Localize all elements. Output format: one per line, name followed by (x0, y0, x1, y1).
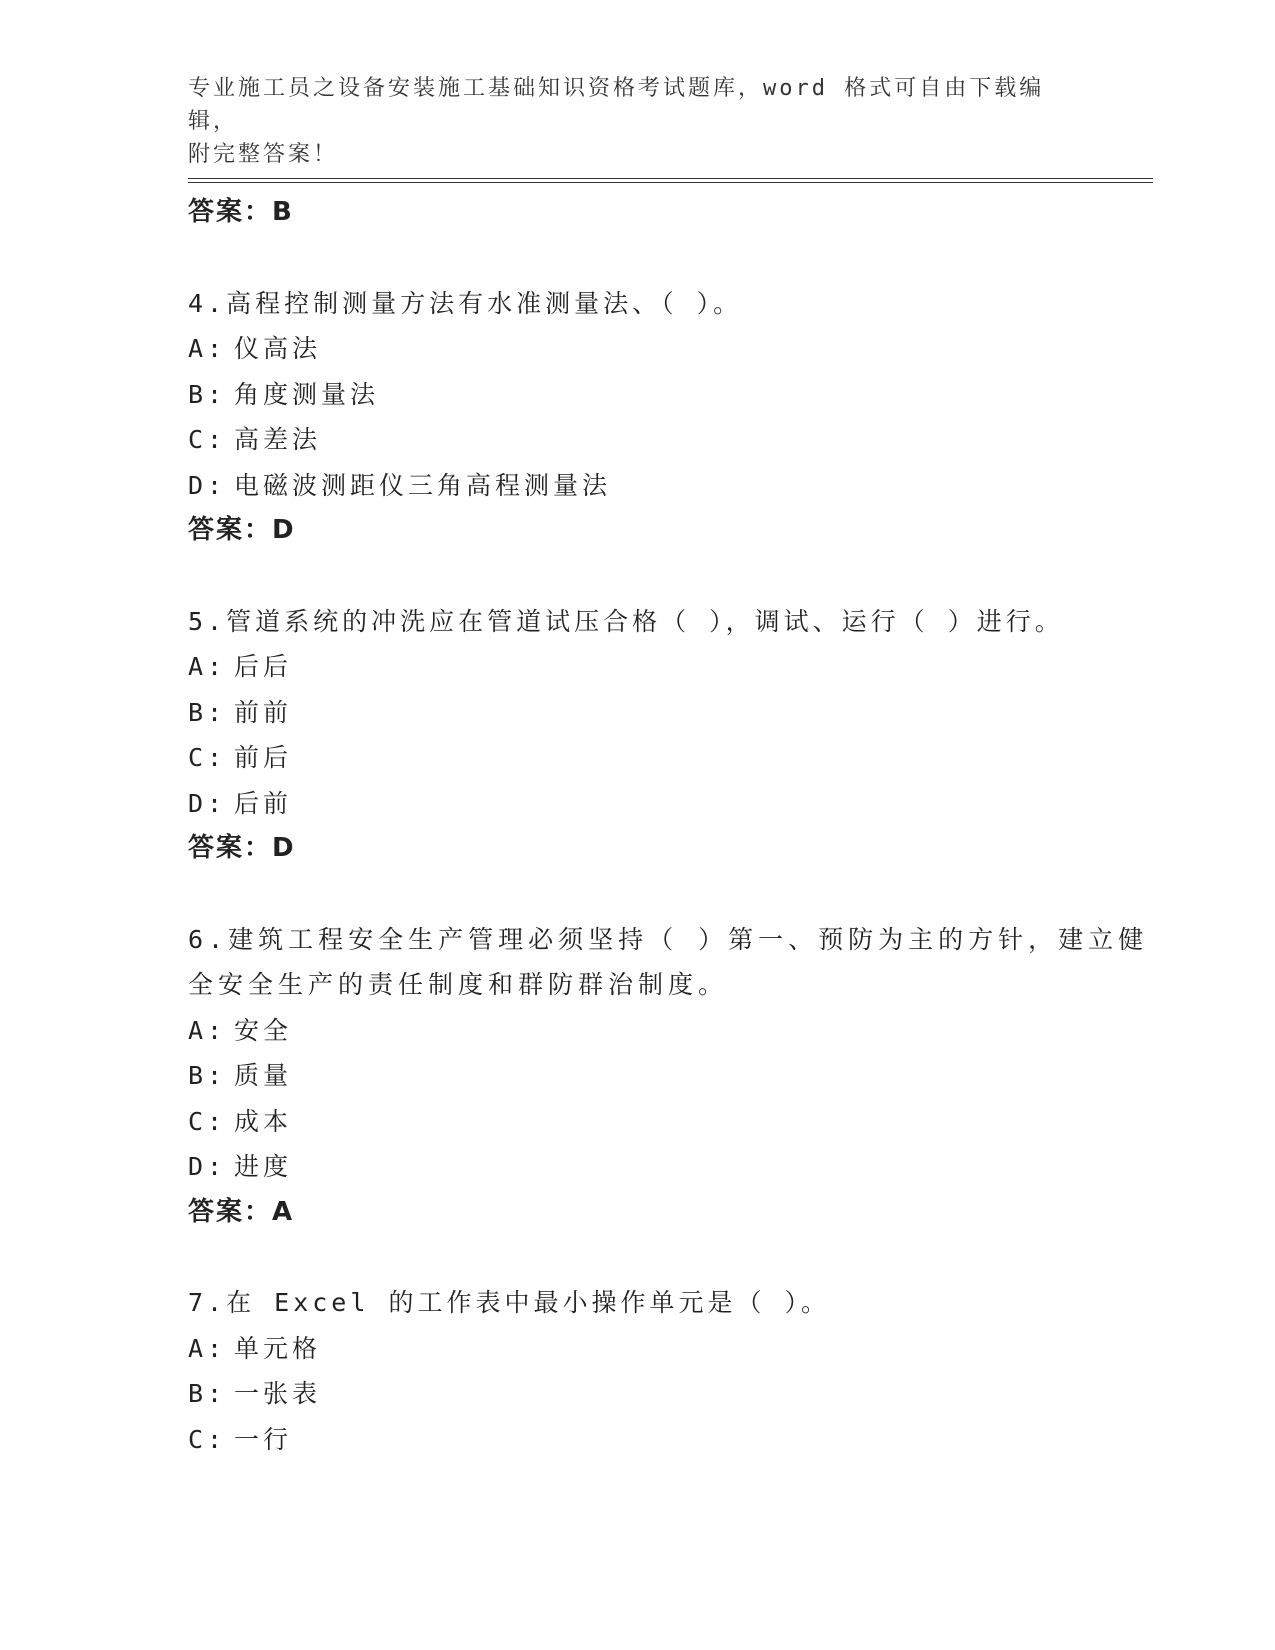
option-c (188, 1099, 1153, 1145)
header-divider-top (188, 178, 1153, 179)
option-label: D: (188, 1152, 227, 1181)
option-text: 后后 (234, 652, 293, 681)
option-a (188, 1008, 1153, 1054)
question-7 (188, 1280, 1153, 1462)
question-list (188, 190, 1153, 1462)
option-label: A: (188, 334, 227, 363)
option-label: C: (188, 1106, 227, 1136)
answer: 答案：D (188, 515, 296, 545)
option-a (188, 1326, 1153, 1372)
question-stem: 6.建筑工程安全生产管理必须坚持（ ）第一、预防为主的方针，建立健全安全生产的责任制度和群防群治制度。 (188, 924, 1149, 999)
option-label: C: (188, 1424, 227, 1454)
header-line-1: 专业施工员之设备安装施工基础知识资格考试题库，word 格式可自由下载编辑， (188, 76, 1045, 134)
option-text: 角度测量法 (234, 379, 380, 409)
option-text: 安全 (234, 1015, 293, 1045)
option-text: 高差法 (234, 425, 322, 454)
option-label: D: (188, 470, 227, 500)
option-label: A: (188, 1015, 227, 1045)
question-stem: 5.管道系统的冲洗应在管道试压合格（ ），调试、运行（ ）进行。 (188, 606, 1064, 636)
option-b (188, 690, 1153, 736)
option-label: C: (188, 743, 227, 772)
option-text: 一张表 (234, 1379, 322, 1408)
option-a (188, 644, 1153, 690)
option-c (188, 1417, 1153, 1463)
option-label: C: (188, 425, 227, 454)
question-4 (188, 281, 1153, 554)
option-text: 单元格 (234, 1333, 322, 1363)
option-label: A: (188, 652, 227, 681)
option-b (188, 372, 1153, 418)
question-stem: 4.高程控制测量方法有水准测量法、（ ）。 (188, 288, 743, 318)
option-text: 质量 (234, 1061, 293, 1090)
header-line-2: 附完整答案！ (188, 142, 339, 167)
question-6 (188, 917, 1153, 1236)
option-text: 后前 (234, 788, 293, 818)
option-label: A: (188, 1333, 227, 1363)
option-text: 一行 (234, 1424, 293, 1454)
option-text: 仪高法 (234, 334, 322, 363)
option-text: 成本 (234, 1106, 293, 1136)
option-d (188, 1144, 1153, 1190)
option-b (188, 1053, 1153, 1099)
option-label: B: (188, 697, 227, 727)
option-text: 进度 (234, 1152, 293, 1181)
option-d (188, 781, 1153, 827)
question-stem: 7.在 Excel 的工作表中最小操作单元是（ ）。 (188, 1288, 831, 1317)
option-text: 前后 (234, 743, 293, 772)
option-text: 电磁波测距仪三角高程测量法 (234, 470, 612, 500)
answer: 答案：D (188, 833, 296, 863)
option-a (188, 326, 1153, 372)
option-label: B: (188, 1061, 227, 1090)
option-label: D: (188, 788, 227, 818)
option-label: B: (188, 1379, 227, 1408)
option-c (188, 417, 1153, 463)
option-label: B: (188, 379, 227, 409)
answer: 答案：A (188, 1196, 295, 1227)
answer-previous: 答案：B (188, 197, 294, 227)
header-divider-bottom (188, 182, 1153, 183)
question-5 (188, 599, 1153, 872)
option-text: 前前 (234, 697, 293, 727)
option-d (188, 463, 1153, 509)
option-c (188, 735, 1153, 781)
document-header (188, 72, 1088, 171)
option-b (188, 1371, 1153, 1417)
